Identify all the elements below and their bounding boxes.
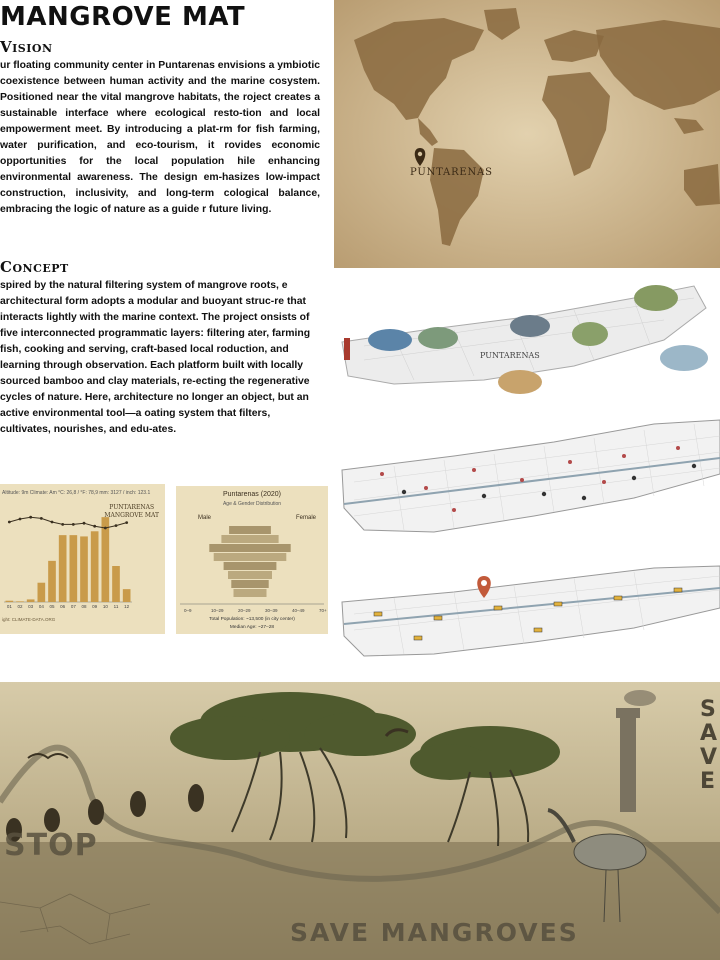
temperature-point	[8, 521, 11, 524]
precip-bar	[6, 601, 14, 602]
total-population: Total Population: ~13,500 (in city center)	[209, 617, 295, 622]
female-bar	[250, 544, 291, 552]
month-tick: 10	[102, 604, 108, 609]
month-tick: 05	[49, 604, 55, 609]
stop-text: STOP	[4, 828, 98, 863]
male-label: Male	[198, 515, 212, 521]
precip-bar	[80, 536, 88, 602]
temperature-point	[51, 521, 54, 524]
age-tick: 0–9	[184, 608, 192, 613]
city-map-transit	[334, 558, 720, 670]
vision-text: ur floating community center in Puntarenas envisions a ymbiotic coexistence between human activity and the marine cosystem. Positioned near the vital mangrove habitats, the roject creates a sustainable interface where ecological resto-tion and local empowerment meet. By introducing a plat-rm for fish farming, water purification, and eco-tourism, it rovides economic opportunities for the local population hile enhancing environmental awareness. The design em-hasizes low-impact construction, inclusivity, and long-term cological balance, embracing the logic of nature as a guide r future living.	[0, 60, 320, 215]
concept-text: spired by the natural filtering system of mangrove roots, e architectural form adopts a modular and buoyant struc-re that interacts lightly with the marine context. The project onsists of five interconnected programmatic layers: filtering ater, farming fish, cooking and serving, craft-based local roduction, and learning through observation. Each platform built with locally sourced bamboo and clay materials, re-ecting the regenerative cycles of nature. Here, architecture no longer an object, but an active environmental tool—a oating system that filters, cultivates, nourishes, and edu-ates.	[0, 280, 311, 435]
month-tick: 08	[81, 604, 87, 609]
month-tick: 09	[92, 604, 98, 609]
female-bar	[250, 526, 271, 534]
age-tick: 10–29	[211, 608, 224, 613]
month-tick: 06	[60, 604, 66, 609]
male-bar	[224, 562, 250, 570]
city-map-label: PUNTARENAS	[480, 351, 540, 360]
male-bar	[209, 544, 250, 552]
concept-heading: Concept	[0, 258, 69, 276]
female-bar	[250, 589, 267, 597]
precip-bar	[91, 531, 99, 602]
precip-bar	[38, 583, 46, 602]
climate-credit: ight: CLIMATE-DATA.ORG	[2, 617, 56, 622]
age-tick: 20–29	[238, 608, 251, 613]
save-mangroves-text: SAVE MANGROVES	[290, 918, 579, 947]
male-bar	[214, 553, 250, 561]
precip-bar	[112, 566, 120, 602]
temperature-point	[19, 518, 22, 521]
climate-chart	[0, 484, 165, 634]
city-map-dots	[334, 412, 720, 542]
precip-bar	[16, 601, 24, 602]
female-bar	[250, 580, 269, 588]
climate-header: Altitude: 9m Climate: Am °C: 26,8 / °F: 78,9 mm: 3127 / inch: 123.1	[2, 490, 151, 496]
female-bar	[250, 553, 286, 561]
temperature-point	[83, 522, 86, 525]
temperature-point	[125, 521, 128, 524]
precip-bar	[70, 535, 78, 602]
precip-bar	[102, 517, 110, 602]
male-bar	[221, 535, 250, 543]
temperature-point	[104, 527, 107, 530]
temperature-point	[61, 523, 64, 526]
precip-bar	[59, 535, 67, 602]
save-vertical-text: S A V E	[700, 697, 718, 794]
temperature-point	[29, 516, 32, 519]
male-bar	[229, 526, 250, 534]
pyramid-title: Puntarenas (2020)	[223, 491, 281, 498]
female-bar	[250, 535, 279, 543]
vision-heading: Vision	[0, 38, 53, 56]
temperature-point	[40, 517, 43, 520]
month-tick: 12	[124, 604, 130, 609]
city-map-photos	[334, 280, 720, 404]
precip-bar	[27, 599, 35, 602]
month-tick: 02	[17, 604, 23, 609]
temperature-point	[115, 524, 118, 527]
precip-bar	[123, 589, 131, 602]
male-bar	[234, 589, 251, 597]
age-tick: 30–39	[265, 608, 278, 613]
population-pyramid	[176, 486, 328, 634]
female-label: Female	[295, 515, 316, 521]
age-tick: 70+	[319, 608, 327, 613]
climate-brand: PUNTARENAS MANGROVE MAT	[104, 504, 159, 519]
location-label: PUNTARENAS	[410, 167, 493, 178]
male-bar	[228, 571, 250, 579]
month-tick: 07	[70, 604, 76, 609]
male-bar	[231, 580, 250, 588]
temperature-point	[93, 525, 96, 528]
median-age: Median Age: ~27–28	[229, 625, 275, 630]
world-map	[334, 0, 720, 268]
month-tick: 04	[38, 604, 44, 609]
pyramid-subtitle: Age & Gender Distribution	[222, 501, 282, 507]
save-mangroves-poster	[0, 682, 720, 960]
month-tick: 01	[6, 604, 12, 609]
temperature-point	[72, 523, 75, 526]
female-bar	[250, 571, 272, 579]
age-tick: 40–49	[292, 608, 305, 613]
month-tick: 03	[28, 604, 34, 609]
precip-bar	[48, 561, 56, 602]
page-title: MANGROVE MAT	[0, 2, 246, 32]
month-tick: 11	[113, 604, 119, 609]
female-bar	[250, 562, 276, 570]
